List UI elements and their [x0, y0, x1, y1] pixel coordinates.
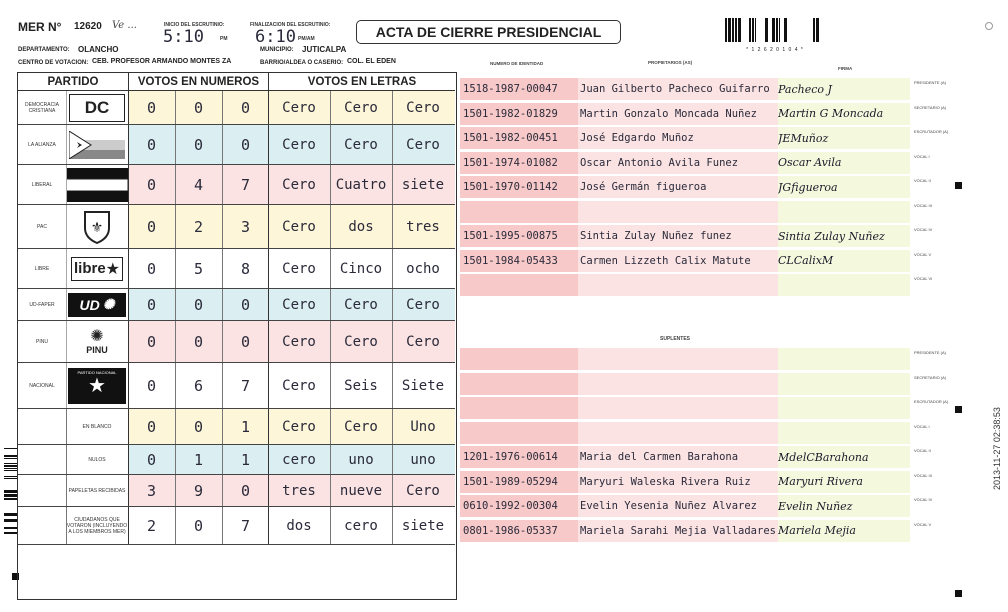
vote-digit: 7 [240, 376, 251, 395]
vote-digit: 3 [240, 217, 251, 236]
libre-logo-icon: libre ★ [71, 257, 123, 281]
scan-timestamp: 2013-11-27 02:38:53 [992, 407, 1002, 490]
member-id: 1518-1987-00047 [460, 78, 578, 100]
vote-word: siete [401, 176, 445, 193]
party-logo-icon [66, 325, 128, 358]
vote-word: Cero [282, 218, 316, 235]
party-name: PINU [36, 338, 48, 345]
member-name: José Germán figueroa [578, 176, 778, 198]
nacional-logo-text: PARTIDO NACIONAL [77, 369, 117, 375]
member-id: 1201-1976-00614 [460, 446, 578, 468]
municipality-value: JUTICALPA [302, 45, 347, 54]
table-row [18, 249, 455, 289]
col-header-numeros: VOTOS EN NUMEROS [128, 73, 268, 91]
mer-signature-scribble: Ve ... [112, 20, 137, 31]
special-row-label: NULOS [88, 456, 106, 463]
special-row-label: PAPELETAS RECIBIDAS [68, 487, 126, 494]
col-header-partido: PARTIDO [18, 73, 128, 91]
vote-word: uno [410, 451, 436, 468]
side-barcode-icon [4, 445, 18, 540]
party-name: LIBRE [34, 265, 50, 272]
end-time: 6:10 [255, 27, 296, 47]
table-row [18, 363, 455, 409]
member-row [460, 223, 910, 247]
libre-logo-text: libre [73, 260, 106, 277]
registration-circle-icon [985, 22, 993, 30]
member-row [460, 444, 910, 468]
vote-digit: 0 [193, 98, 204, 117]
mer-number: 12620 [74, 21, 102, 32]
alternate-role-label: SECRETARIO (A) [914, 374, 947, 380]
vote-word: ocho [406, 260, 440, 277]
party-logo-icon [66, 129, 128, 160]
vote-digit: 9 [193, 481, 204, 500]
party-name: DEMOCRACIA CRISTIANA [25, 101, 59, 114]
department-value: OLANCHO [78, 45, 119, 54]
vote-digit: 0 [240, 98, 251, 117]
vote-word: Siete [401, 377, 445, 394]
member-signature: JEMuñoz [778, 127, 910, 149]
vote-table [17, 72, 457, 600]
vote-digit: 0 [193, 516, 204, 535]
neighborhood-value: COL. EL EDEN [347, 58, 396, 65]
vote-word: uno [348, 451, 374, 468]
vote-word: Cero [406, 99, 440, 116]
vote-word: nueve [339, 482, 383, 499]
vote-digit: 0 [146, 295, 157, 314]
party-logo-icon [66, 293, 128, 316]
col-header-signature: FIRMA [838, 66, 853, 71]
member-row [460, 174, 910, 198]
owner-role-label: PRESIDENTE (A) [914, 80, 947, 85]
pac-shield-icon [82, 210, 112, 244]
vote-word: Cinco [339, 260, 383, 277]
vote-digit: 5 [193, 259, 204, 278]
member-name: Maryuri Waleska Rivera Ruiz [578, 471, 778, 493]
member-row [460, 371, 910, 395]
member-name: Carmen Lizzeth Calix Matute [578, 250, 778, 272]
vote-word: Cero [344, 418, 378, 435]
member-name: Martin Gonzalo Moncada Nuñez [578, 103, 778, 125]
member-signature [778, 274, 910, 296]
vote-word: Uno [410, 418, 436, 435]
member-signature [778, 348, 910, 370]
party-logo-icon [66, 95, 128, 120]
alternate-role-label: VOCAL I [914, 423, 930, 429]
owner-role-label: VOCAL IV [914, 227, 933, 232]
party-logo-icon [66, 169, 128, 200]
liberal-flag-icon [66, 168, 128, 202]
vote-word: dos [348, 218, 374, 235]
special-row-label: EN BLANCO [82, 423, 112, 430]
vote-word: siete [401, 517, 445, 534]
alternate-role-label: VOCAL IV [914, 497, 933, 502]
vote-digit: 0 [193, 295, 204, 314]
mer-members-panel [460, 60, 910, 605]
mer-label: MER N° [18, 20, 62, 34]
member-signature [778, 373, 910, 395]
col-header-id: NUMERO DE IDENTIDAD [490, 61, 544, 66]
vote-digit: 0 [146, 417, 157, 436]
vote-word: Cero [406, 482, 440, 499]
member-signature [778, 397, 910, 419]
member-id: 1501-1984-05433 [460, 250, 578, 272]
vote-digit: 2 [146, 516, 157, 535]
member-name: Juan Gilberto Pacheco Guifarro [578, 78, 778, 100]
dc-logo-icon: DC [69, 94, 125, 122]
vote-word: Cero [406, 136, 440, 153]
vote-digit: 0 [146, 175, 157, 194]
owner-role-label: VOCAL II [914, 178, 931, 183]
col-header-alternates: SUPLENTES [660, 336, 691, 342]
vote-word: Cero [282, 99, 316, 116]
ud-logo-icon: UD ✺ [68, 293, 126, 317]
registration-square-icon [955, 590, 962, 597]
member-signature: MdelCBarahona [778, 446, 910, 468]
neighborhood-label: BARRIO/ALDEA O CASERIO: [260, 60, 344, 66]
member-name: Mariela Sarahi Mejia Valladares [578, 520, 778, 542]
vote-word: Cero [282, 136, 316, 153]
table-row [18, 289, 455, 321]
party-logo-icon [66, 209, 128, 244]
vote-digit: 0 [146, 376, 157, 395]
member-row [460, 469, 910, 493]
start-suffix: PM [220, 36, 228, 42]
table-row [18, 475, 455, 507]
nacional-logo-icon: PARTIDO NACIONAL ★ [68, 368, 126, 404]
owner-role-label: VOCAL VI [914, 276, 933, 281]
member-name: Maria del Carmen Barahona [578, 446, 778, 468]
table-row [18, 125, 455, 165]
vote-digit: 2 [193, 217, 204, 236]
vote-digit: 7 [240, 175, 251, 194]
member-id: 1501-1995-00875 [460, 225, 578, 247]
member-id [460, 201, 578, 223]
vote-word: Cero [282, 176, 316, 193]
member-id: 1501-1989-05294 [460, 471, 578, 493]
vote-digit: 0 [193, 417, 204, 436]
member-signature [778, 422, 910, 444]
alianza-flag-icon [69, 131, 125, 159]
owner-role-label: VOCAL V [914, 251, 932, 257]
party-name: PAC [37, 223, 47, 230]
member-name [578, 373, 778, 395]
vote-digit: 0 [193, 135, 204, 154]
registration-square-icon [955, 406, 962, 413]
end-time-label: FINALIZACION DEL ESCRUTINIO: [250, 22, 331, 28]
owner-role-label: VOCAL I [914, 153, 930, 159]
municipality-label: MUNICIPIO: [260, 47, 294, 53]
member-signature: JGfigueroa [778, 176, 910, 198]
vote-word: Cuatro [335, 176, 387, 193]
alternate-role-label: VOCAL V [914, 521, 932, 527]
vote-digit: 0 [240, 135, 251, 154]
vote-digit: 0 [146, 450, 157, 469]
table-row [18, 409, 455, 445]
vote-word: tres [282, 482, 316, 499]
voting-center-label: CENTRO DE VOTACION: [18, 60, 89, 66]
vote-digit: 0 [240, 481, 251, 500]
voting-center-value: CEB. PROFESOR ARMANDO MONTES ZA [92, 58, 232, 65]
vote-word: tres [406, 218, 440, 235]
member-row [460, 248, 910, 272]
alternate-role-label: VOCAL III [914, 472, 932, 478]
table-row [18, 205, 455, 249]
vote-digit: 0 [240, 332, 251, 351]
vote-word: Cero [406, 333, 440, 350]
vote-word: Cero [282, 418, 316, 435]
member-id: 1501-1970-01142 [460, 176, 578, 198]
vote-digit: 4 [193, 175, 204, 194]
vote-digit: 0 [146, 332, 157, 351]
member-signature: Martin G Moncada [778, 103, 910, 125]
member-row [460, 150, 910, 174]
party-name: LA ALIANZA [28, 141, 56, 148]
member-row [460, 76, 910, 100]
col-header-owners: PROPIETARIOS (AS) [648, 60, 693, 65]
member-id [460, 397, 578, 419]
start-time: 5:10 [163, 27, 204, 47]
vote-digit: 1 [240, 450, 251, 469]
member-row [460, 125, 910, 149]
vote-digit: 0 [146, 217, 157, 236]
vote-word: dos [286, 517, 312, 534]
member-id: 0801-1986-05337 [460, 520, 578, 542]
alternate-role-label: ESCRUTADOR (A) [914, 399, 949, 404]
barcode-text: * 1 2 6 2 0 1 0 4 * [746, 47, 804, 53]
member-id: 0610-1992-00304 [460, 495, 578, 517]
party-name: NACIONAL [29, 382, 55, 389]
alternate-role-label: PRESIDENTE (A) [914, 350, 947, 355]
vote-digit: 8 [240, 259, 251, 278]
member-signature: Pacheco J [778, 78, 910, 100]
vote-word: Cero [344, 136, 378, 153]
table-row [18, 507, 455, 545]
member-signature: Maryuri Rivera [778, 471, 910, 493]
owner-role-label: ESCRUTADOR (A) [914, 129, 949, 134]
barcode-icon [725, 18, 825, 53]
vote-digit: 1 [193, 450, 204, 469]
vote-digit: 1 [240, 417, 251, 436]
vote-word: Cero [344, 333, 378, 350]
member-name: Sintia Zulay Nuñez funez [578, 225, 778, 247]
member-id: 1501-1974-01082 [460, 152, 578, 174]
member-id [460, 274, 578, 296]
vote-word: Cero [344, 296, 378, 313]
table-row [18, 445, 455, 475]
pinu-logo-icon: ✺ PINU [86, 327, 108, 355]
member-id [460, 422, 578, 444]
member-id: 1501-1982-00451 [460, 127, 578, 149]
special-row-label: CIUDADANOS QUE VOTARON (INCLUYENDO A LOS MIEMBROS MER) [66, 516, 128, 535]
vote-digit: 0 [146, 98, 157, 117]
member-name [578, 422, 778, 444]
vote-word: Cero [282, 333, 316, 350]
member-row [460, 518, 910, 542]
member-name: Oscar Antonio Avila Funez [578, 152, 778, 174]
member-row [460, 272, 910, 296]
owner-role-label: SECRETARIO (A) [914, 104, 947, 110]
vote-word: Cero [282, 296, 316, 313]
member-row [460, 199, 910, 223]
member-name [578, 201, 778, 223]
vote-digit: 7 [240, 516, 251, 535]
member-signature: Mariela Mejia [778, 520, 910, 542]
vote-word: cero [344, 517, 378, 534]
end-suffix: PM/AM [298, 36, 315, 42]
member-id: 1501-1982-01829 [460, 103, 578, 125]
document-title: ACTA DE CIERRE PRESIDENCIAL [356, 20, 621, 44]
vote-digit: 0 [146, 135, 157, 154]
vote-digit: 3 [146, 481, 157, 500]
vote-word: cero [282, 451, 316, 468]
ud-logo-text: UD [79, 296, 100, 313]
member-row [460, 395, 910, 419]
vote-digit: 0 [240, 295, 251, 314]
registration-square-icon [955, 182, 962, 189]
party-logo-icon [66, 253, 128, 284]
pinu-logo-text: PINU [86, 344, 108, 355]
table-row [18, 165, 455, 205]
member-name [578, 274, 778, 296]
vote-digit: 6 [193, 376, 204, 395]
member-signature: Evelin Nuñez [778, 495, 910, 517]
alternate-role-label: VOCAL II [914, 448, 931, 453]
vote-word: Cero [282, 377, 316, 394]
member-signature: CLCalixM [778, 250, 910, 272]
member-row [460, 346, 910, 370]
vote-word: Cero [406, 296, 440, 313]
member-id [460, 373, 578, 395]
member-signature: Oscar Avila [778, 152, 910, 174]
col-header-letras: VOTOS EN LETRAS [268, 73, 455, 91]
member-row [460, 101, 910, 125]
vote-word: Cero [282, 260, 316, 277]
member-row [460, 420, 910, 444]
vote-word: Seis [344, 377, 378, 394]
member-name: Evelin Yesenia Nuñez Alvarez [578, 495, 778, 517]
owner-role-label: VOCAL III [914, 202, 932, 208]
member-row [460, 493, 910, 517]
department-label: DEPARTAMENTO: [18, 47, 70, 53]
table-row [18, 91, 455, 125]
member-name: José Edgardo Muñoz [578, 127, 778, 149]
party-name: UD-FAPER [29, 301, 55, 308]
member-name [578, 348, 778, 370]
vote-digit: 0 [193, 332, 204, 351]
table-row [18, 321, 455, 363]
vote-word: Cero [344, 99, 378, 116]
member-signature [778, 201, 910, 223]
party-name: LIBERAL [31, 181, 53, 188]
member-id [460, 348, 578, 370]
member-signature: Sintia Zulay Nuñez [778, 225, 910, 247]
svg-text:⚜: ⚜ [90, 218, 104, 235]
party-logo-icon [66, 367, 128, 404]
member-name [578, 397, 778, 419]
start-time-label: INICIO DEL ESCRUTINIO: [164, 22, 225, 28]
vote-digit: 0 [146, 259, 157, 278]
